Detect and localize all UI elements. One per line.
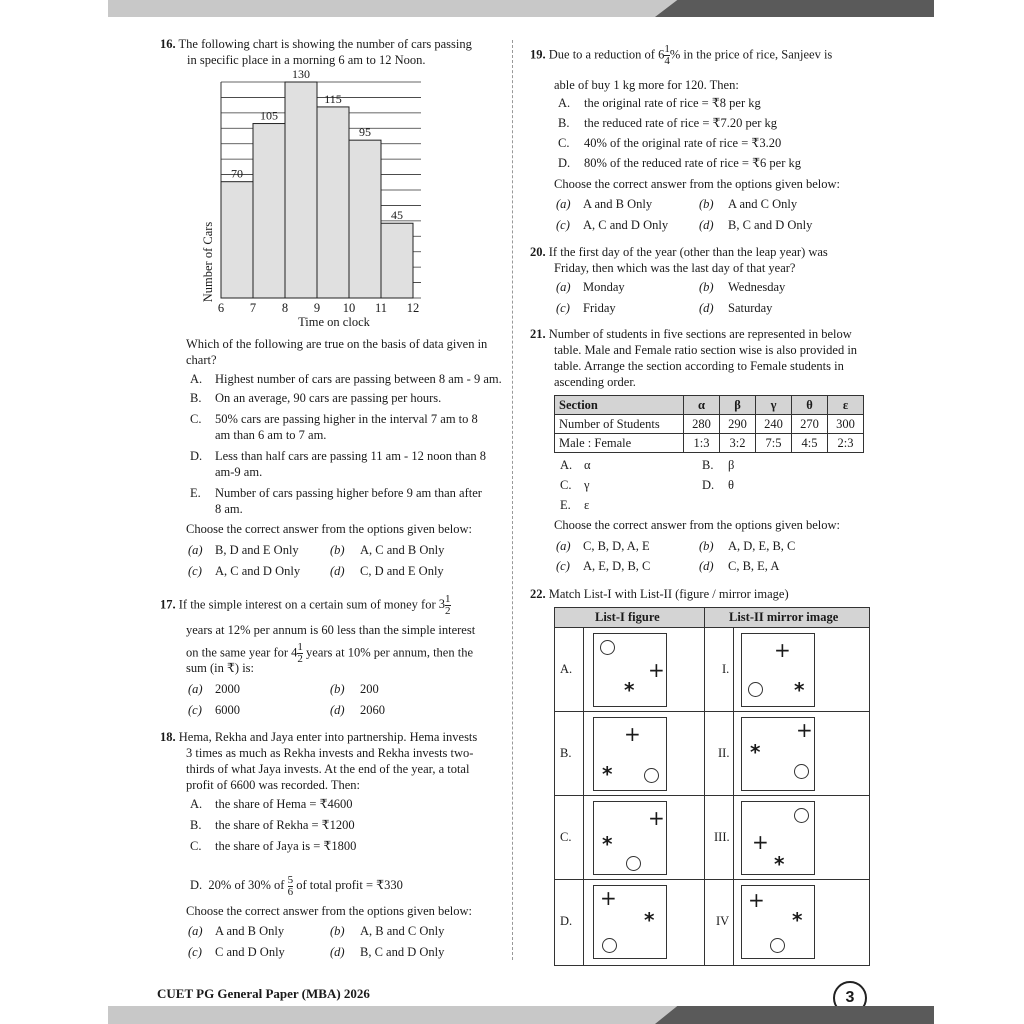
q16-statement-label: C. [190,412,202,426]
table-header-row [555,396,864,415]
q19-stmt-d: 80% of the reduced rate of rice = ₹6 per kg [584,156,801,170]
sections-table [554,395,864,453]
plus-icon: + [774,638,791,662]
q17-text-2: years at 12% per annum is 60 less than the simple interest [186,623,476,637]
q16-opt-c: A, C and D Only [215,564,301,578]
q18-text-4: profit of 6600 was recorded. Then: [186,778,361,792]
chart-x-tick: 12 [406,301,420,315]
q16-statement-text: Less than half cars are passing 11 am - 12 noon than 8 [215,449,486,463]
q16-opt-d-label: (d) [330,564,345,578]
chart-bar [285,82,317,298]
q21-stmt-e-label: E. [560,498,571,512]
chart-x-tick: 7 [249,301,257,315]
q20-opt-c-label: (c) [556,301,570,315]
asterisk-icon: * [602,832,613,856]
table-cell: 7:5 [756,434,792,453]
plus-icon: + [796,718,813,742]
page-number: 3 [833,981,867,1015]
q16-opt-a-label: (a) [188,543,203,557]
q18-stmt-b-label: B. [190,818,202,832]
chart-data-label: 130 [292,67,310,81]
q21-stmt-a: α [584,458,591,472]
q18-d-num: 5 [287,873,294,886]
table-header-cell: γ [756,396,792,415]
chart-data-label: 70 [231,166,243,181]
plus-icon: + [752,830,769,854]
circle-icon [626,856,641,871]
q18-stmt-a: the share of Hema = ₹4600 [215,797,353,811]
q21-number: 21. [530,327,546,341]
q22-line-1 [530,586,789,602]
q17-opt-a: 2000 [215,682,240,696]
q16-statement-text: On an average, 90 cars are passing per hours. [215,391,442,405]
circle-icon [770,938,785,953]
q19-opt-b-label: (b) [699,197,714,211]
circle-icon [602,938,617,953]
q21-opt-a: C, B, D, A, E [583,539,650,553]
q18-stmt-b: the share of Rekha = ₹1200 [215,818,355,832]
q16-opt-c-label: (c) [188,564,202,578]
q17-f1-num: 1 [445,593,451,605]
q21-text-3: table. Arrange the section according to Female students in [554,359,844,373]
q17-opt-b-label: (b) [330,682,345,696]
table-cell: 270 [792,415,828,434]
q17-text-3: on the same year for [186,645,289,660]
q21-opt-d: C, B, E, A [728,559,780,573]
q17-opt-a-label: (a) [188,682,203,696]
figure-iv [741,885,815,959]
q20-opt-a: Monday [583,280,625,294]
q18-opt-d: B, C and D Only [360,945,445,959]
asterisk-icon: * [624,678,635,702]
q17-text [160,594,504,617]
chart-bar [349,140,381,298]
q18-line-1 [160,729,504,745]
match-row-line [555,795,869,796]
list-2-label: III. [714,830,730,844]
q21-opt-c-label: (c) [556,559,570,573]
q19-stmt-d-label: D. [558,156,571,170]
q21-opt-b-label: (b) [699,539,714,553]
chart-x-tick: 11 [374,301,388,315]
asterisk-icon: * [794,678,805,702]
q16-choose: Choose the correct answer from the options given below: [186,522,473,536]
figure-c [593,801,667,875]
figure-a [593,633,667,707]
q17-opt-c: 6000 [215,703,240,717]
q21-choose: Choose the correct answer from the options given below: [554,518,841,532]
q19-opt-c: A, C and D Only [583,218,669,232]
chart-x-tick: 10 [342,301,356,315]
q21-text-1: Number of students in five sections are represented in below [548,327,852,341]
circle-icon [644,768,659,783]
q19-opt-a-label: (a) [556,197,571,211]
q19-choose: Choose the correct answer from the options given below: [554,177,841,191]
chart-bar [221,182,253,298]
q21-text-2: table. Male and Female ratio section wise is also provided in [554,343,858,357]
q20-text-2: Friday, then which was the last day of that year? [554,261,796,275]
chart-data-label: 95 [359,125,371,140]
q16-statement-text: 8 am. [215,502,243,516]
q16-statement-label: B. [190,391,202,405]
table-cell: 1:3 [684,434,720,453]
q22-text: Match List-I with List-II (figure / mirror image) [548,587,789,601]
q16-opt-a: B, D and E Only [215,543,299,557]
table-cell: 4:5 [792,434,828,453]
list-1-label: C. [560,830,572,844]
q16-statement-text: Number of cars passing higher before 9 am than after [215,486,482,500]
asterisk-icon: * [644,908,655,932]
list-1-header: List-I figure [595,610,660,624]
q16-question-1: Which of the following are true on the basis of data given in [186,337,488,351]
chart-data-label: 45 [391,208,403,223]
table-header-cell: ε [828,396,864,415]
q19-number: 19. [530,47,546,62]
q17-number: 17. [160,597,176,612]
asterisk-icon: * [602,762,613,786]
q21-stmt-c: γ [584,478,590,492]
q16-text-1: The following chart is showing the number of cars passing [178,37,472,51]
chart-x-tick: 8 [281,301,289,315]
q16-statement-label: D. [190,449,203,463]
match-col-divider [704,608,705,965]
list-1-label: A. [560,662,573,676]
q20-opt-c: Friday [583,301,616,315]
plus-icon: + [624,722,641,746]
q17-fraction-1 [438,593,451,617]
match-col-divider-left [583,627,584,965]
q19-line-1 [530,44,874,67]
q21-opt-b: A, D, E, B, C [728,539,796,553]
q18-stmt-d-row [190,867,403,903]
q20-opt-a-label: (a) [556,280,571,294]
q19-stmt-a: the original rate of rice = ₹8 per kg [584,96,761,110]
q18-choose: Choose the correct answer from the options given below: [186,904,473,918]
table-row [555,434,864,453]
y-axis-label: Number of Cars [201,221,215,303]
figure-d [593,885,667,959]
figure-b [593,717,667,791]
table-header-cell: θ [792,396,828,415]
q17-text-1: If the simple interest on a certain sum of money for [178,597,436,612]
q17-f1-whole: 3 [438,597,445,612]
q19-stmt-c: 40% of the original rate of rice = ₹3.20 [584,136,782,150]
list-2-label: I. [722,662,730,676]
q21-opt-c: A, E, D, B, C [583,559,651,573]
q19-text-2: % in the price of rice, Sanjeev is [669,47,833,62]
q21-stmt-d-label: D. [702,478,715,492]
table-cell: 3:2 [720,434,756,453]
q18-text-2: 3 times as much as Rekha invests and Rekha invests two- [186,746,474,760]
cars-bar-chart [190,66,470,336]
chart-bar [381,223,413,298]
q19-stmt-b: the reduced rate of rice = ₹7.20 per kg [584,116,778,130]
match-row-line [555,879,869,880]
q18-opt-b-label: (b) [330,924,345,938]
q19-opt-d-label: (d) [699,218,714,232]
asterisk-icon: * [750,740,761,764]
q18-number: 18. [160,730,176,744]
q16-intro [160,36,504,68]
q16-text-2: in specific place in a morning 6 am to 12 Noon. [187,53,426,67]
chart-x-tick: 9 [313,301,321,315]
table-header-cell: α [684,396,720,415]
q19-opt-b: A and C Only [728,197,798,211]
q18-opt-a: A and B Only [215,924,285,938]
q17-text-4: years at 10% per annum, then the [306,645,474,660]
q16-statement-label: E. [190,486,201,500]
q17-opt-b: 200 [360,682,379,696]
table-cell: 2:3 [828,434,864,453]
asterisk-icon: * [792,908,803,932]
figure-i [741,633,815,707]
chart-bar [317,107,349,298]
q18-stmt-c-label: C. [190,839,202,853]
q19-opt-c-label: (c) [556,218,570,232]
q21-opt-a-label: (a) [556,539,571,553]
footer-title: CUET PG General Paper (MBA) 2026 [157,986,370,1001]
q21-stmt-a-label: A. [560,458,573,472]
q21-stmt-b: β [728,458,735,472]
q16-statement-text: am than 6 am to 7 am. [215,428,327,442]
q19-opt-d: B, C and D Only [728,218,813,232]
q16-question-2: chart? [186,353,217,367]
table-header-cell: Section [555,396,684,415]
q17-text-5: sum (in ₹) is: [186,661,255,675]
q16-statement-label: A. [190,372,203,386]
header-bar-accent [655,0,934,17]
q20-opt-b-label: (b) [699,280,714,294]
q18-text-1: Hema, Rekha and Jaya enter into partnership. Hema invests [178,730,478,744]
q22-number: 22. [530,587,546,601]
q17-opt-d: 2060 [360,703,385,717]
q16-opt-b: A, C and B Only [360,543,445,557]
q21-line-1 [530,326,870,342]
q18-stmt-a-label: A. [190,797,203,811]
q17-f2-den: 2 [297,653,303,665]
q19-stmt-b-label: B. [558,116,570,130]
q17-f1-den: 2 [445,605,451,617]
circle-icon [794,764,809,779]
q19-text-3: able of buy 1 kg more for 120. Then: [554,78,739,92]
q20-opt-d: Saturday [728,301,773,315]
q18-stmt-d-post: of total profit = ₹330 [296,878,403,892]
list-1-label: D. [560,914,573,928]
asterisk-icon: * [774,852,785,876]
list-2-label: II. [718,746,730,760]
circle-icon [600,640,615,655]
q16-question [186,336,504,368]
q19-opt-a: A and B Only [583,197,653,211]
figure-iii [741,801,815,875]
chart-bar [253,124,285,298]
q17-opt-d-label: (d) [330,703,345,717]
q16-number: 16. [160,37,176,51]
table-row [555,415,864,434]
q18-stmt-d-pre: 20% of 30% of [208,878,285,892]
chart-data-label: 105 [260,108,278,123]
plus-icon: + [648,658,665,682]
q19-stmt-c-label: C. [558,136,570,150]
q17-opt-c-label: (c) [188,703,202,717]
table-cell: Male : Female [555,434,684,453]
table-header-cell: β [720,396,756,415]
match-table-header [555,608,869,628]
q18-opt-d-label: (d) [330,945,345,959]
q16-statement-text: 50% cars are passing higher in the interval 7 am to 8 [215,412,478,426]
table-cell: 240 [756,415,792,434]
q16-opt-d: C, D and E Only [360,564,444,578]
plus-icon: + [748,888,765,912]
q19-f-num: 1 [664,43,670,55]
match-col-divider-right [733,627,734,965]
q18-opt-c-label: (c) [188,945,202,959]
list-2-label: IV [716,914,730,928]
q19-f-whole: 6 [658,47,665,62]
q17-f2-num: 1 [297,641,303,653]
q18-stmt-d-label: D. [190,878,203,892]
q18-stmt-c: the share of Jaya is = ₹1800 [215,839,357,853]
q19-f-den: 4 [664,55,670,67]
list-2-header: List-II mirror image [729,610,839,624]
circle-icon [748,682,763,697]
match-row-line [555,711,869,712]
q21-stmt-b-label: B. [702,458,714,472]
chart-data-label: 115 [324,91,342,106]
q19-text-1: Due to a reduction of [548,47,655,62]
plus-icon: + [648,806,665,830]
q21-stmt-d: θ [728,478,734,492]
q16-statement-text: am-9 am. [215,465,263,479]
footer-bar-accent [655,1006,934,1024]
q18-text-3: thirds of what Jaya invests. At the end of the year, a total [186,762,470,776]
match-table [554,607,870,966]
q18-opt-b: A, B and C Only [360,924,445,938]
q21-opt-d-label: (d) [699,559,714,573]
figure-ii [741,717,815,791]
q16-statement-text: Highest number of cars are passing between 8 am - 9 am. [215,372,502,386]
q21-stmt-c-label: C. [560,478,572,492]
q20-text-1: If the first day of the year (other than the leap year) was [548,245,828,259]
q18-d-den: 6 [287,885,294,898]
table-cell: Number of Students [555,415,684,434]
q19-stmt-a-label: A. [558,96,571,110]
column-divider [512,40,513,960]
q21-stmt-e: ε [584,498,590,512]
circle-icon [794,808,809,823]
chart-x-tick: 6 [217,301,225,315]
q18-opt-c: C and D Only [215,945,285,959]
q20-opt-d-label: (d) [699,301,714,315]
list-1-label: B. [560,746,572,760]
q20-opt-b: Wednesday [728,280,786,294]
q20-line-1 [530,244,874,260]
q16-opt-b-label: (b) [330,543,345,557]
table-cell: 280 [684,415,720,434]
table-cell: 300 [828,415,864,434]
x-axis-label: Time on clock [298,315,370,329]
plus-icon: + [600,886,617,910]
q20-number: 20. [530,245,546,259]
q18-opt-a-label: (a) [188,924,203,938]
q21-text-4: ascending order. [554,375,636,389]
table-cell: 290 [720,415,756,434]
q17-f2-whole: 4 [291,645,298,660]
chart-x-ticks [218,301,419,315]
